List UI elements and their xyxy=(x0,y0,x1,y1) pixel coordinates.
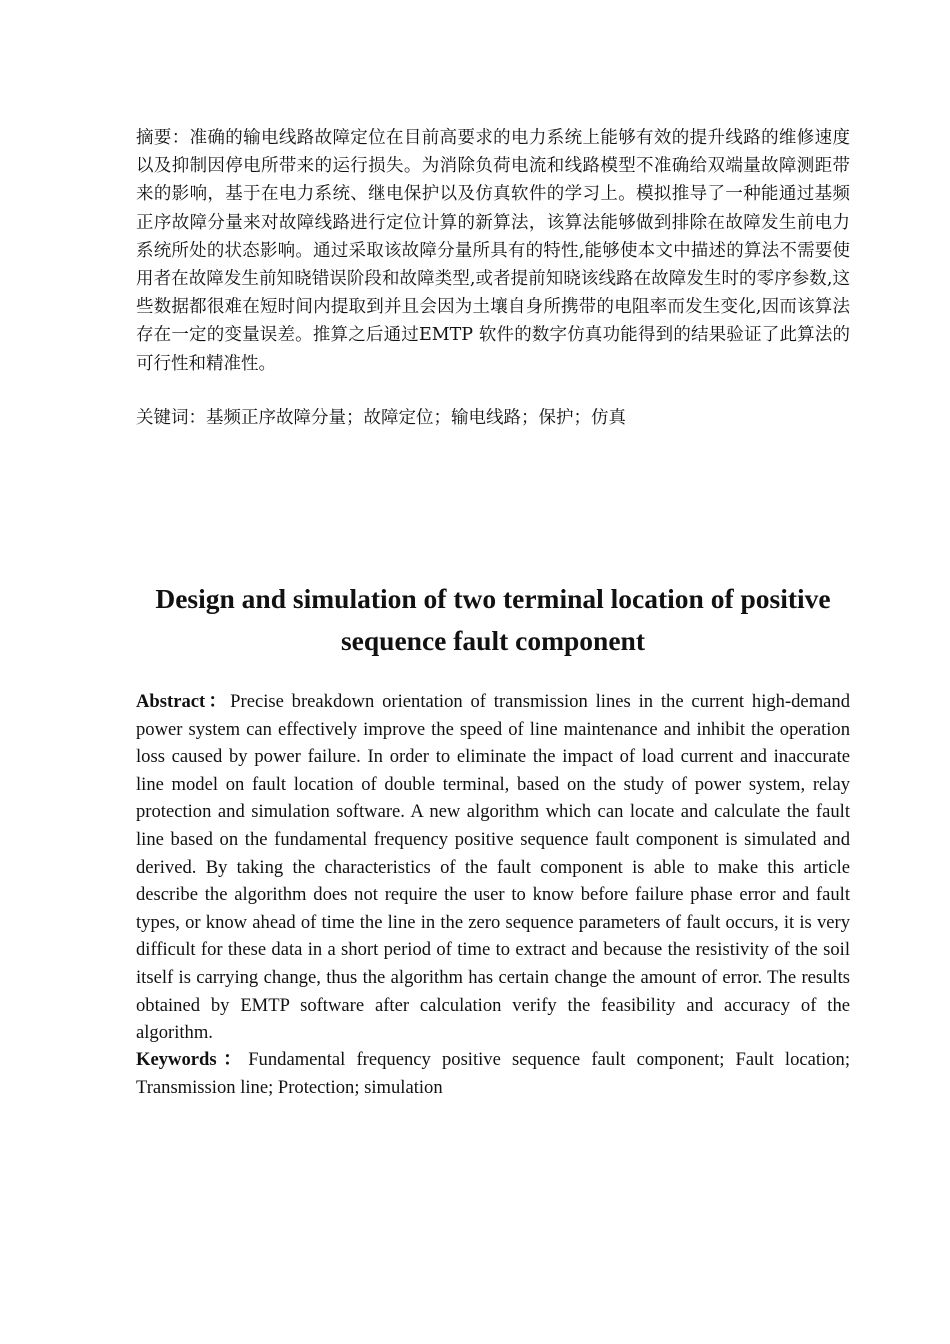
chinese-keywords xyxy=(136,404,850,432)
english-keywords xyxy=(136,1046,850,1101)
chinese-keywords-label: 关键词： xyxy=(136,408,206,428)
english-keywords-label: Keywords： xyxy=(136,1049,249,1070)
english-title: Design and simulation of two terminal location of positive sequence fault component xyxy=(155,583,831,656)
chinese-abstract-label: 摘要： xyxy=(136,128,190,148)
english-abstract xyxy=(136,688,850,1047)
chinese-abstract xyxy=(136,124,850,378)
chinese-abstract-text: 准确的输电线路故障定位在目前高要求的电力系统上能够有效的提升线路的维修速度以及抑制因停电所带来的运行损失。为消除负荷电流和线路模型不准确给双端量故障测距带来的影响，基于在电力系统、继电保护以及仿真软件的学习上。模拟推导了一种能通过基频正序故障分量来对故障线路进行定位计算的新算法，该算法能够做到排除在故障发生前电力系统所处的状态影响。通过采取该故障分量所具有的特性,能够使本文中描述的算法不需要使用者在故障发生前知晓错误阶段和故障类型,或者提前知晓该线路在故障发生时的零序参数,这些数据都很难在短时间内提取到并且会因为土壤自身所携带的电阻率而发生变化,因而该算法存在一定的变量误差。推算之后通过EMTP 软件的数字仿真功能得到的结果验证了此算法的可行性和精准性。 xyxy=(136,128,850,374)
english-abstract-label: Abstract： xyxy=(136,691,231,712)
chinese-keywords-text: 基频正序故障分量；故障定位；输电线路；保护；仿真 xyxy=(206,408,626,428)
english-abstract-text: Precise breakdown orientation of transmission lines in the current high-demand power system can effectively improve the speed of line maintenance and inhibit the operation loss caused by power failure. In order to eliminate the impact of load current and inaccurate line model on fault location of double terminal, based on the study of power system, relay protection and simulation software. A new algorithm which can locate and calculate the fault line based on the fundamental frequency positive sequence fault component is simulated and derived. By taking the characteristics of the fault component is able to make this article describe the algorithm does not require the user to know before failure phase error and fault types, or know ahead of time the line in the zero sequence parameters of fault occurs, it is very difficult for these data in a short period of time to extract and because the resistivity of the soil itself is carrying change, thus the algorithm has certain change the amount of error. The results obtained by EMTP software after calculation verify the feasibility and accuracy of the algorithm. xyxy=(136,691,850,1044)
english-keywords-text: Fundamental frequency positive sequence fault component; Fault location; Transmission line; Protection; simulation xyxy=(136,1049,850,1098)
